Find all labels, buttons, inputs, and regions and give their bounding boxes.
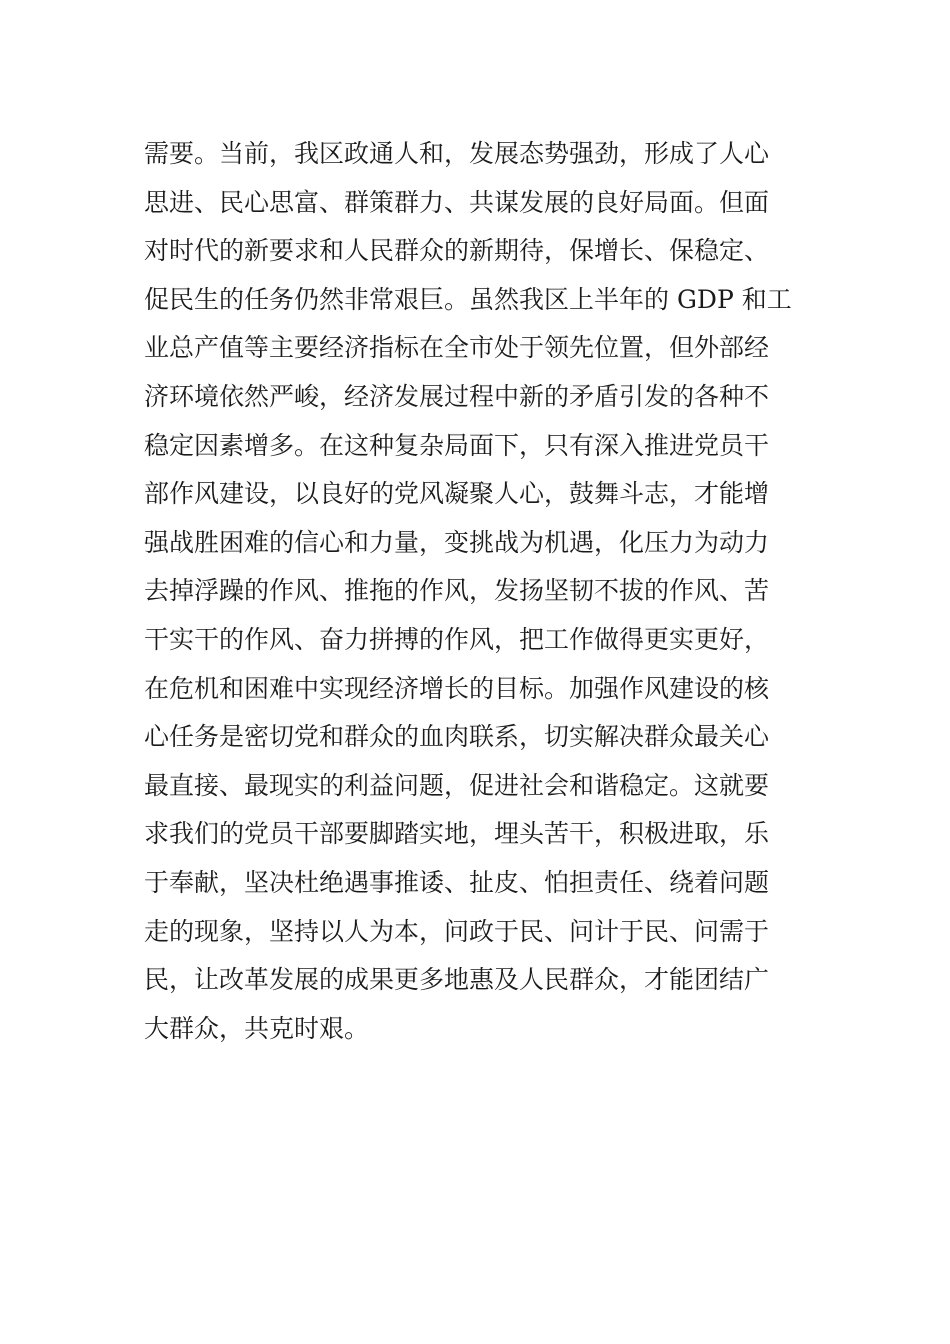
text-line: 大群众，共克时艰。: [144, 1013, 370, 1043]
text-line: 稳定因素增多。在这种复杂局面下，只有深入推进党员干: [144, 430, 770, 460]
text-line: 强战胜困难的信心和力量，变挑战为机遇，化压力为动力: [144, 527, 770, 557]
text-line: 心任务是密切党和群众的血肉联系，切实解决群众最关心: [144, 722, 770, 752]
text-line: 走的现象，坚持以人为本，问政于民、问计于民、问需于: [144, 916, 770, 946]
text-line: 去掉浮躁的作风、推拖的作风，发扬坚韧不拔的作风、苦: [144, 576, 770, 606]
text-line: 求我们的党员干部要脚踏实地，埋头苦干，积极进取，乐: [144, 819, 770, 849]
text-line: 济环境依然严峻，经济发展过程中新的矛盾引发的各种不: [144, 381, 770, 411]
text-line: 在危机和困难中实现经济增长的目标。加强作风建设的核: [144, 673, 770, 703]
text-line: 于奉献，坚决杜绝遇事推诿、扯皮、怕担责任、绕着问题: [144, 867, 770, 897]
text-line: 民，让改革发展的成果更多地惠及人民群众，才能团结广: [144, 965, 770, 995]
text-line: 促民生的任务仍然非常艰巨。虽然我区上半年的 GDP 和工: [144, 284, 792, 314]
text-line: 干实干的作风、奋力拼搏的作风，把工作做得更实更好，: [144, 624, 770, 654]
text-line: 业总产值等主要经济指标在全市处于领先位置，但外部经: [144, 333, 770, 363]
text-line: 需要。当前，我区政通人和，发展态势强劲，形成了人心: [144, 139, 770, 168]
text-line: 思进、民心思富、群策群力、共谋发展的良好局面。但面: [144, 187, 770, 217]
body-paragraph: [144, 130, 824, 1053]
text-line: 对时代的新要求和人民群众的新期待，保增长、保稳定、: [144, 236, 770, 266]
text-line: 最直接、最现实的利益问题，促进社会和谐稳定。这就要: [144, 770, 770, 800]
text-line: 部作风建设，以良好的党风凝聚人心，鼓舞斗志，才能增: [144, 479, 770, 509]
